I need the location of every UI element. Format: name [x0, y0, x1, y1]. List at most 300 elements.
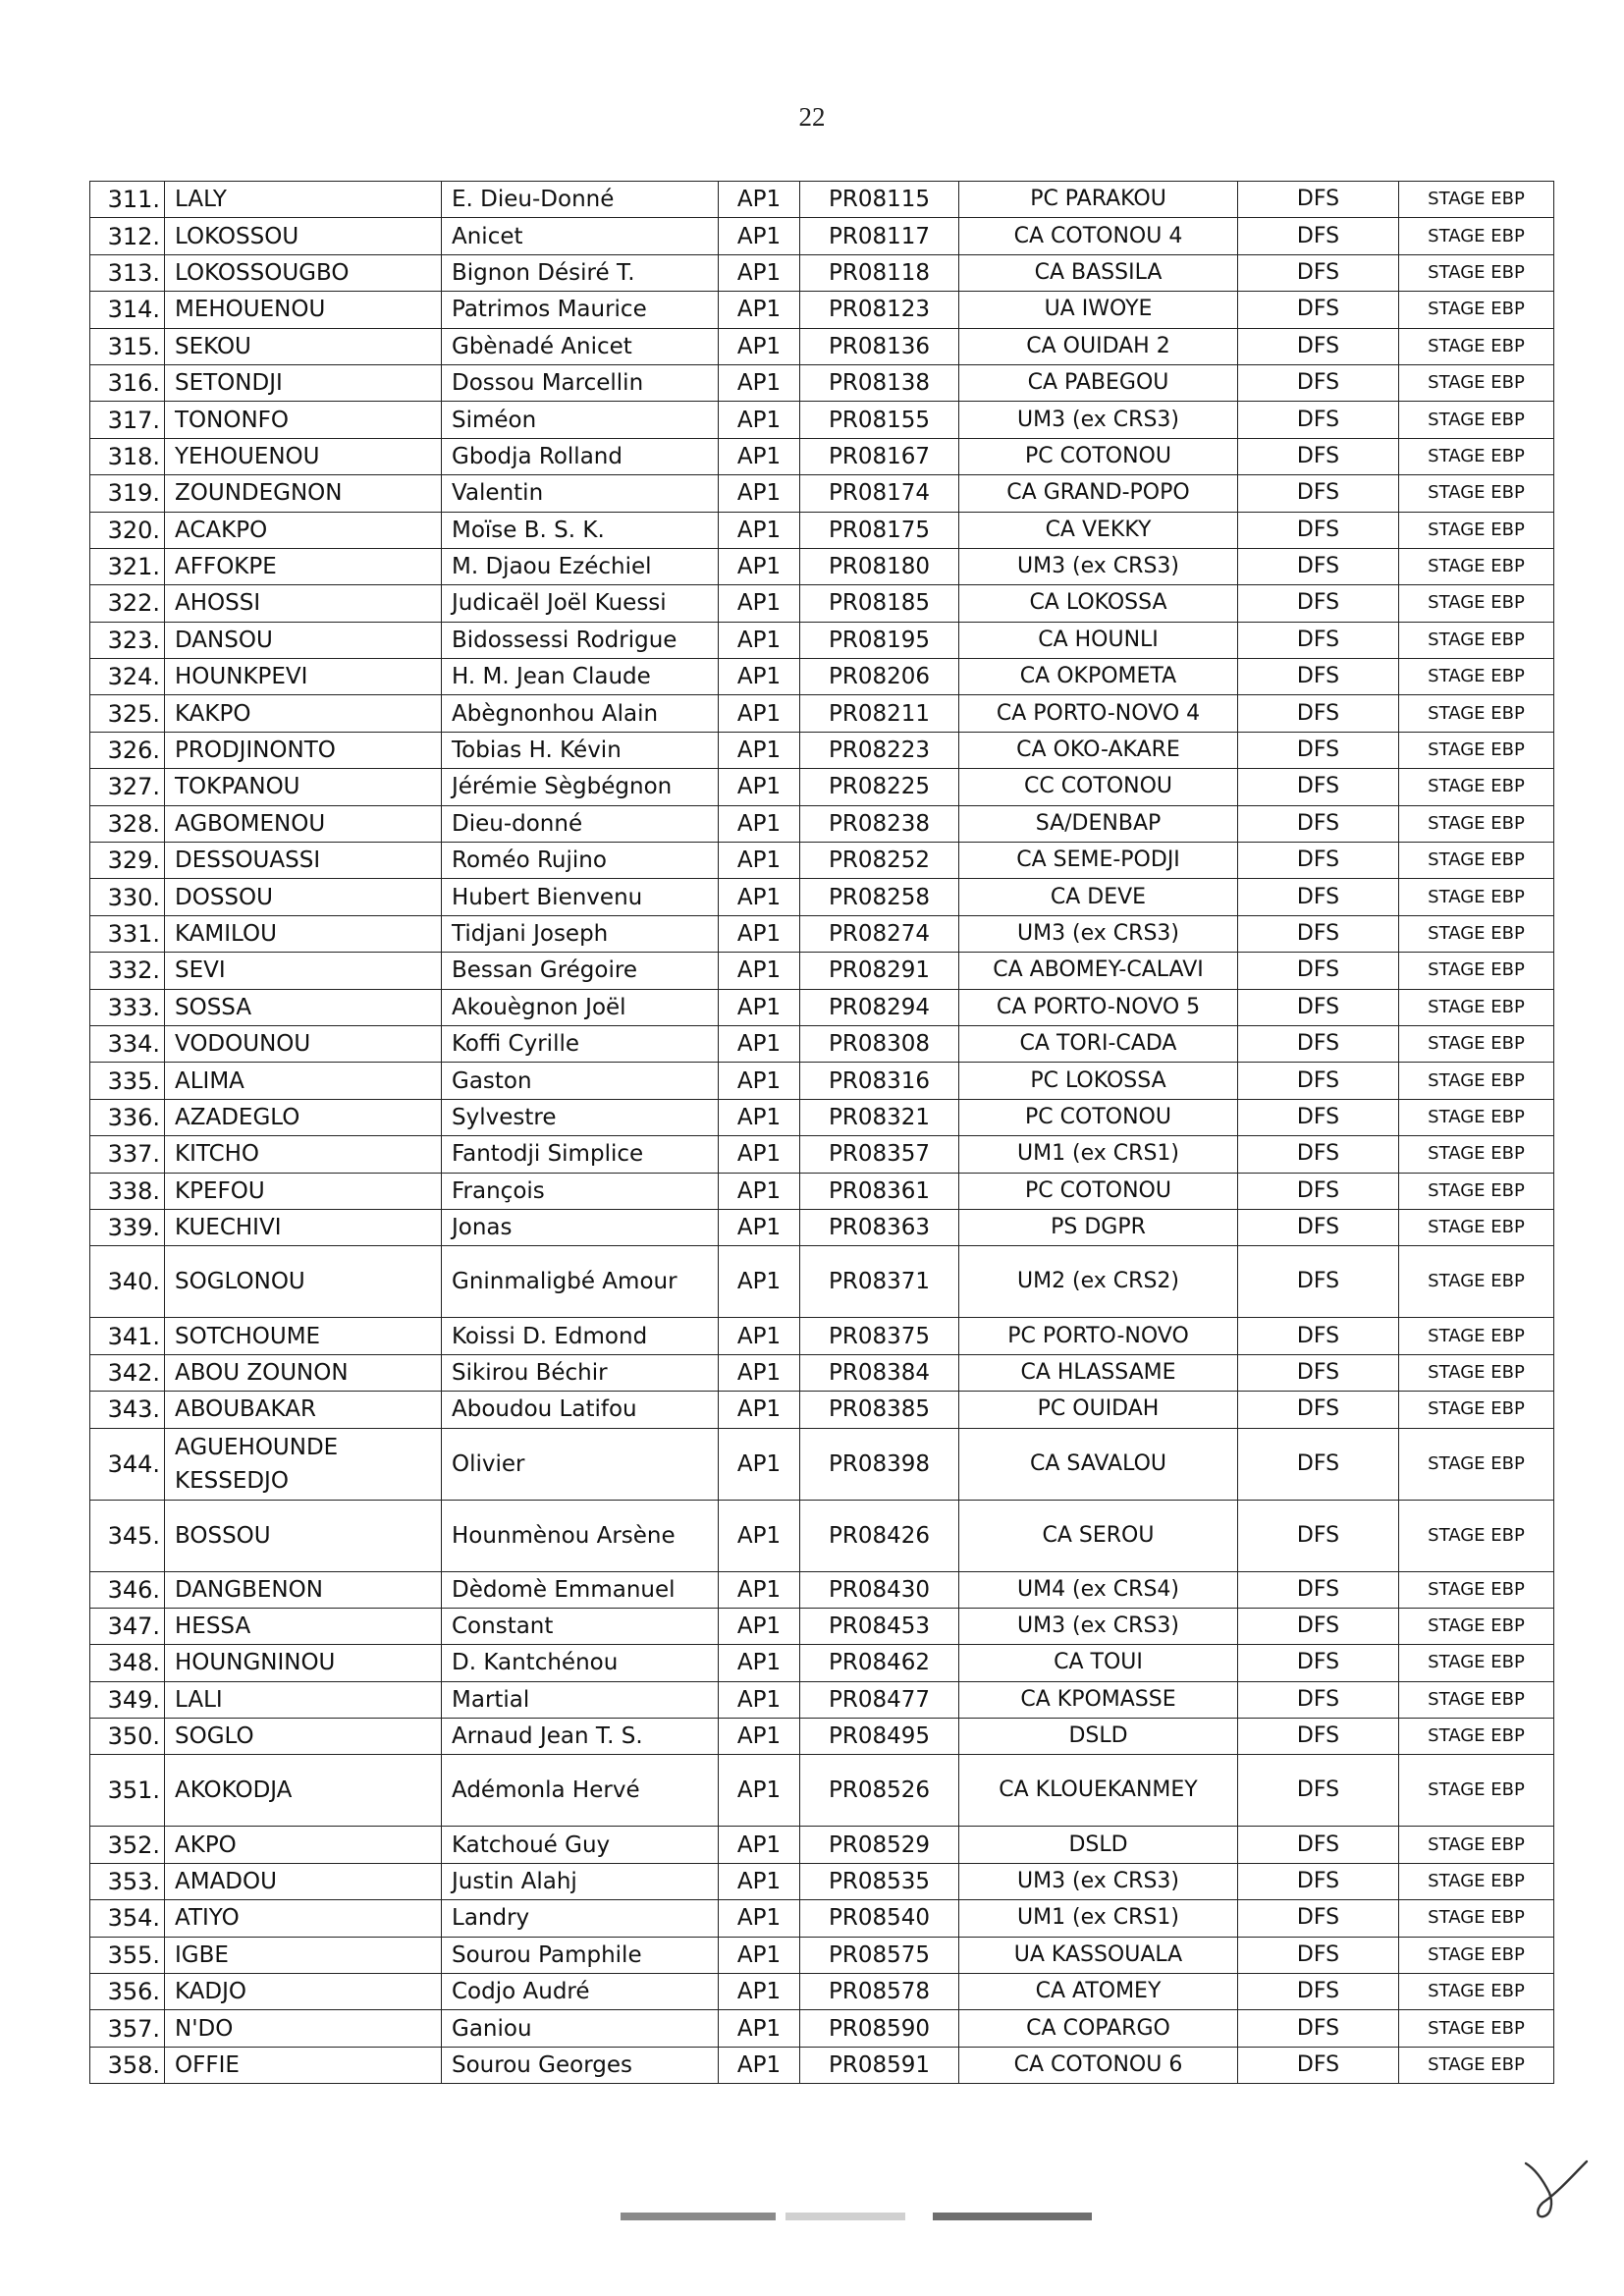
- observation-cell: STAGE EBP: [1399, 2047, 1554, 2083]
- affectation-cell: CA VEKKY: [959, 512, 1238, 548]
- grade-cell: AP1: [719, 2047, 800, 2083]
- matricule-cell: PR08223: [800, 732, 959, 768]
- first-names-cell: Gaston: [442, 1063, 719, 1099]
- personnel-table: [89, 181, 1554, 2084]
- last-name-cell: TONONFO: [165, 402, 442, 438]
- service-cell: DFS: [1238, 805, 1399, 842]
- row-number-cell: 346.: [90, 1571, 165, 1608]
- row-number-cell: 323.: [90, 622, 165, 658]
- last-name-cell: ABOUBAKAR: [165, 1392, 442, 1428]
- first-names-cell: Fantodji Simplice: [442, 1136, 719, 1173]
- row-number-cell: 318.: [90, 438, 165, 474]
- grade-cell: AP1: [719, 1099, 800, 1135]
- first-names-cell: Sourou Pamphile: [442, 1937, 719, 1973]
- first-names-cell: Bignon Désiré T.: [442, 254, 719, 291]
- service-cell: DFS: [1238, 1827, 1399, 1863]
- table-row: [90, 1136, 1554, 1173]
- service-cell: DFS: [1238, 585, 1399, 622]
- grade-cell: AP1: [719, 402, 800, 438]
- row-number-cell: 327.: [90, 769, 165, 805]
- matricule-cell: PR08316: [800, 1063, 959, 1099]
- row-number-cell: 339.: [90, 1209, 165, 1245]
- last-name-cell: DANSOU: [165, 622, 442, 658]
- affectation-cell: CA KPOMASSE: [959, 1681, 1238, 1718]
- observation-cell: STAGE EBP: [1399, 328, 1554, 364]
- service-cell: DFS: [1238, 1136, 1399, 1173]
- observation-cell: STAGE EBP: [1399, 1354, 1554, 1391]
- service-cell: DFS: [1238, 475, 1399, 512]
- affectation-cell: CA GRAND-POPO: [959, 475, 1238, 512]
- table-row: [90, 182, 1554, 218]
- service-cell: DFS: [1238, 254, 1399, 291]
- matricule-cell: PR08117: [800, 218, 959, 254]
- last-name-cell: SEVI: [165, 953, 442, 989]
- first-names-cell: Abègnonhou Alain: [442, 695, 719, 732]
- matricule-cell: PR08477: [800, 1681, 959, 1718]
- affectation-cell: PC PARAKOU: [959, 182, 1238, 218]
- last-name-cell: ALIMA: [165, 1063, 442, 1099]
- last-name-cell: LALI: [165, 1681, 442, 1718]
- grade-cell: AP1: [719, 732, 800, 768]
- observation-cell: STAGE EBP: [1399, 915, 1554, 952]
- affectation-cell: PC LOKOSSA: [959, 1063, 1238, 1099]
- last-name-cell: KAMILOU: [165, 915, 442, 952]
- last-name-cell: AMADOU: [165, 1863, 442, 1899]
- affectation-cell: CA BASSILA: [959, 254, 1238, 291]
- table-row: [90, 364, 1554, 401]
- table-row: [90, 1500, 1554, 1571]
- service-cell: DFS: [1238, 1608, 1399, 1644]
- first-names-cell: Gninmaligbé Amour: [442, 1246, 719, 1318]
- observation-cell: STAGE EBP: [1399, 1173, 1554, 1209]
- observation-cell: STAGE EBP: [1399, 1608, 1554, 1644]
- matricule-cell: PR08123: [800, 292, 959, 328]
- table-row: [90, 1681, 1554, 1718]
- affectation-cell: CA PORTO-NOVO 4: [959, 695, 1238, 732]
- grade-cell: AP1: [719, 1681, 800, 1718]
- row-number-cell: 347.: [90, 1608, 165, 1644]
- table-row: [90, 1063, 1554, 1099]
- observation-cell: STAGE EBP: [1399, 512, 1554, 548]
- matricule-cell: PR08225: [800, 769, 959, 805]
- row-number-cell: 322.: [90, 585, 165, 622]
- matricule-cell: PR08430: [800, 1571, 959, 1608]
- matricule-cell: PR08526: [800, 1755, 959, 1827]
- service-cell: DFS: [1238, 953, 1399, 989]
- last-name-cell: AGUEHOUNDE KESSEDJO: [165, 1428, 442, 1500]
- table-row: [90, 1755, 1554, 1827]
- first-names-cell: Sourou Georges: [442, 2047, 719, 2083]
- affectation-cell: CA SEROU: [959, 1500, 1238, 1571]
- service-cell: DFS: [1238, 548, 1399, 584]
- affectation-cell: SA/DENBAP: [959, 805, 1238, 842]
- service-cell: DFS: [1238, 622, 1399, 658]
- matricule-cell: PR08206: [800, 659, 959, 695]
- first-names-cell: Arnaud Jean T. S.: [442, 1719, 719, 1755]
- matricule-cell: PR08136: [800, 328, 959, 364]
- first-names-cell: Tobias H. Kévin: [442, 732, 719, 768]
- row-number-cell: 356.: [90, 1974, 165, 2010]
- observation-cell: STAGE EBP: [1399, 843, 1554, 879]
- matricule-cell: PR08258: [800, 879, 959, 915]
- observation-cell: STAGE EBP: [1399, 548, 1554, 584]
- observation-cell: STAGE EBP: [1399, 1099, 1554, 1135]
- grade-cell: AP1: [719, 292, 800, 328]
- matricule-cell: PR08195: [800, 622, 959, 658]
- grade-cell: AP1: [719, 769, 800, 805]
- last-name-cell: LALY: [165, 182, 442, 218]
- grade-cell: AP1: [719, 1354, 800, 1391]
- grade-cell: AP1: [719, 1500, 800, 1571]
- first-names-cell: Dieu-donné: [442, 805, 719, 842]
- affectation-cell: CA OUIDAH 2: [959, 328, 1238, 364]
- last-name-cell: KADJO: [165, 1974, 442, 2010]
- row-number-cell: 330.: [90, 879, 165, 915]
- matricule-cell: PR08308: [800, 1025, 959, 1062]
- service-cell: DFS: [1238, 2010, 1399, 2047]
- last-name-cell: OFFIE: [165, 2047, 442, 2083]
- matricule-cell: PR08185: [800, 585, 959, 622]
- affectation-cell: DSLD: [959, 1827, 1238, 1863]
- row-number-cell: 320.: [90, 512, 165, 548]
- grade-cell: AP1: [719, 953, 800, 989]
- affectation-cell: CA DEVE: [959, 879, 1238, 915]
- first-names-cell: Dossou Marcellin: [442, 364, 719, 401]
- affectation-cell: CA COTONOU 4: [959, 218, 1238, 254]
- table-row: [90, 843, 1554, 879]
- table-row: [90, 1608, 1554, 1644]
- affectation-cell: CA PORTO-NOVO 5: [959, 989, 1238, 1025]
- row-number-cell: 335.: [90, 1063, 165, 1099]
- table-row: [90, 659, 1554, 695]
- matricule-cell: PR08363: [800, 1209, 959, 1245]
- first-names-cell: Jonas: [442, 1209, 719, 1245]
- last-name-cell: VODOUNOU: [165, 1025, 442, 1062]
- first-names-cell: Siméon: [442, 402, 719, 438]
- affectation-cell: CA OKPOMETA: [959, 659, 1238, 695]
- affectation-cell: PC PORTO-NOVO: [959, 1318, 1238, 1354]
- grade-cell: AP1: [719, 1392, 800, 1428]
- matricule-cell: PR08540: [800, 1900, 959, 1937]
- observation-cell: STAGE EBP: [1399, 1719, 1554, 1755]
- service-cell: DFS: [1238, 328, 1399, 364]
- last-name-cell: ATIYO: [165, 1900, 442, 1937]
- last-name-cell: KITCHO: [165, 1136, 442, 1173]
- row-number-cell: 344.: [90, 1428, 165, 1500]
- first-names-cell: Judicaël Joël Kuessi: [442, 585, 719, 622]
- service-cell: DFS: [1238, 1974, 1399, 2010]
- grade-cell: AP1: [719, 1136, 800, 1173]
- table-row: [90, 1827, 1554, 1863]
- last-name-cell: LOKOSSOU: [165, 218, 442, 254]
- row-number-cell: 334.: [90, 1025, 165, 1062]
- row-number-cell: 312.: [90, 218, 165, 254]
- row-number-cell: 315.: [90, 328, 165, 364]
- last-name-cell: KPEFOU: [165, 1173, 442, 1209]
- grade-cell: AP1: [719, 879, 800, 915]
- matricule-cell: PR08357: [800, 1136, 959, 1173]
- last-name-cell: LOKOSSOUGBO: [165, 254, 442, 291]
- last-name-cell: SOGLO: [165, 1719, 442, 1755]
- affectation-cell: UM3 (ex CRS3): [959, 1863, 1238, 1899]
- grade-cell: AP1: [719, 512, 800, 548]
- row-number-cell: 329.: [90, 843, 165, 879]
- observation-cell: STAGE EBP: [1399, 1937, 1554, 1973]
- row-number-cell: 350.: [90, 1719, 165, 1755]
- table-row: [90, 1937, 1554, 1973]
- first-names-cell: Sikirou Béchir: [442, 1354, 719, 1391]
- row-number-cell: 338.: [90, 1173, 165, 1209]
- grade-cell: AP1: [719, 548, 800, 584]
- grade-cell: AP1: [719, 1608, 800, 1644]
- last-name-cell: N'DO: [165, 2010, 442, 2047]
- first-names-cell: Olivier: [442, 1428, 719, 1500]
- table-row: [90, 879, 1554, 915]
- table-row: [90, 1099, 1554, 1135]
- affectation-cell: UM3 (ex CRS3): [959, 915, 1238, 952]
- grade-cell: AP1: [719, 659, 800, 695]
- service-cell: DFS: [1238, 1500, 1399, 1571]
- observation-cell: STAGE EBP: [1399, 1681, 1554, 1718]
- affectation-cell: CA LOKOSSA: [959, 585, 1238, 622]
- first-names-cell: Koffi Cyrille: [442, 1025, 719, 1062]
- first-names-cell: D. Kantchénou: [442, 1645, 719, 1681]
- grade-cell: AP1: [719, 585, 800, 622]
- last-name-cell: ZOUNDEGNON: [165, 475, 442, 512]
- observation-cell: STAGE EBP: [1399, 1974, 1554, 2010]
- matricule-cell: PR08462: [800, 1645, 959, 1681]
- grade-cell: AP1: [719, 254, 800, 291]
- last-name-cell: AFFOKPE: [165, 548, 442, 584]
- grade-cell: AP1: [719, 218, 800, 254]
- affectation-cell: CA COTONOU 6: [959, 2047, 1238, 2083]
- affectation-cell: CA TORI-CADA: [959, 1025, 1238, 1062]
- table-row: [90, 1645, 1554, 1681]
- observation-cell: STAGE EBP: [1399, 1755, 1554, 1827]
- service-cell: DFS: [1238, 218, 1399, 254]
- last-name-cell: DESSOUASSI: [165, 843, 442, 879]
- grade-cell: AP1: [719, 1719, 800, 1755]
- last-name-cell: SOGLONOU: [165, 1246, 442, 1318]
- table-row: [90, 953, 1554, 989]
- table-row: [90, 1246, 1554, 1318]
- service-cell: DFS: [1238, 695, 1399, 732]
- observation-cell: STAGE EBP: [1399, 989, 1554, 1025]
- row-number-cell: 348.: [90, 1645, 165, 1681]
- first-names-cell: Dèdomè Emmanuel: [442, 1571, 719, 1608]
- row-number-cell: 353.: [90, 1863, 165, 1899]
- observation-cell: STAGE EBP: [1399, 659, 1554, 695]
- row-number-cell: 342.: [90, 1354, 165, 1391]
- matricule-cell: PR08180: [800, 548, 959, 584]
- grade-cell: AP1: [719, 1645, 800, 1681]
- last-name-cell: SOSSA: [165, 989, 442, 1025]
- observation-cell: STAGE EBP: [1399, 805, 1554, 842]
- first-names-cell: Aboudou Latifou: [442, 1392, 719, 1428]
- grade-cell: AP1: [719, 438, 800, 474]
- observation-cell: STAGE EBP: [1399, 2010, 1554, 2047]
- grade-cell: AP1: [719, 1900, 800, 1937]
- row-number-cell: 332.: [90, 953, 165, 989]
- observation-cell: STAGE EBP: [1399, 292, 1554, 328]
- affectation-cell: UM1 (ex CRS1): [959, 1900, 1238, 1937]
- first-names-cell: Justin Alahj: [442, 1863, 719, 1899]
- table-row: [90, 475, 1554, 512]
- matricule-cell: PR08398: [800, 1428, 959, 1500]
- observation-cell: STAGE EBP: [1399, 1900, 1554, 1937]
- first-names-cell: Tidjani Joseph: [442, 915, 719, 952]
- first-names-cell: Moïse B. S. K.: [442, 512, 719, 548]
- table-row: [90, 218, 1554, 254]
- service-cell: DFS: [1238, 1099, 1399, 1135]
- affectation-cell: CA KLOUEKANMEY: [959, 1755, 1238, 1827]
- service-cell: DFS: [1238, 732, 1399, 768]
- row-number-cell: 358.: [90, 2047, 165, 2083]
- grade-cell: AP1: [719, 1937, 800, 1973]
- affectation-cell: UM3 (ex CRS3): [959, 402, 1238, 438]
- table-row: [90, 548, 1554, 584]
- service-cell: DFS: [1238, 1428, 1399, 1500]
- grade-cell: AP1: [719, 1025, 800, 1062]
- table-row: [90, 1392, 1554, 1428]
- first-names-cell: Constant: [442, 1608, 719, 1644]
- observation-cell: STAGE EBP: [1399, 364, 1554, 401]
- first-names-cell: Ganiou: [442, 2010, 719, 2047]
- affectation-cell: CA OKO-AKARE: [959, 732, 1238, 768]
- matricule-cell: PR08591: [800, 2047, 959, 2083]
- table-body: [90, 182, 1554, 2084]
- last-name-cell: AKPO: [165, 1827, 442, 1863]
- table-row: [90, 585, 1554, 622]
- grade-cell: AP1: [719, 1571, 800, 1608]
- affectation-cell: PC OUIDAH: [959, 1392, 1238, 1428]
- observation-cell: STAGE EBP: [1399, 622, 1554, 658]
- service-cell: DFS: [1238, 512, 1399, 548]
- observation-cell: STAGE EBP: [1399, 218, 1554, 254]
- service-cell: DFS: [1238, 1354, 1399, 1391]
- signature-mark: [1522, 2156, 1591, 2224]
- table-row: [90, 328, 1554, 364]
- first-names-cell: H. M. Jean Claude: [442, 659, 719, 695]
- affectation-cell: PC COTONOU: [959, 1099, 1238, 1135]
- grade-cell: AP1: [719, 1173, 800, 1209]
- matricule-cell: PR08495: [800, 1719, 959, 1755]
- row-number-cell: 351.: [90, 1755, 165, 1827]
- scan-artifact-bar: [621, 2213, 776, 2220]
- table-row: [90, 1173, 1554, 1209]
- service-cell: DFS: [1238, 879, 1399, 915]
- affectation-cell: CA PABEGOU: [959, 364, 1238, 401]
- service-cell: DFS: [1238, 1571, 1399, 1608]
- row-number-cell: 316.: [90, 364, 165, 401]
- table-row: [90, 254, 1554, 291]
- service-cell: DFS: [1238, 364, 1399, 401]
- last-name-cell: ACAKPO: [165, 512, 442, 548]
- matricule-cell: PR08575: [800, 1937, 959, 1973]
- table-row: [90, 402, 1554, 438]
- last-name-cell: YEHOUENOU: [165, 438, 442, 474]
- table-row: [90, 1318, 1554, 1354]
- affectation-cell: CA HLASSAME: [959, 1354, 1238, 1391]
- matricule-cell: PR08118: [800, 254, 959, 291]
- grade-cell: AP1: [719, 805, 800, 842]
- first-names-cell: Valentin: [442, 475, 719, 512]
- matricule-cell: PR08361: [800, 1173, 959, 1209]
- service-cell: DFS: [1238, 1173, 1399, 1209]
- last-name-cell: AGBOMENOU: [165, 805, 442, 842]
- grade-cell: AP1: [719, 1209, 800, 1245]
- matricule-cell: PR08294: [800, 989, 959, 1025]
- last-name-cell: SETONDJI: [165, 364, 442, 401]
- grade-cell: AP1: [719, 1246, 800, 1318]
- last-name-cell: MEHOUENOU: [165, 292, 442, 328]
- matricule-cell: PR08155: [800, 402, 959, 438]
- row-number-cell: 352.: [90, 1827, 165, 1863]
- table-row: [90, 1863, 1554, 1899]
- last-name-cell: SOTCHOUME: [165, 1318, 442, 1354]
- last-name-cell: SEKOU: [165, 328, 442, 364]
- matricule-cell: PR08375: [800, 1318, 959, 1354]
- observation-cell: STAGE EBP: [1399, 1318, 1554, 1354]
- service-cell: DFS: [1238, 438, 1399, 474]
- matricule-cell: PR08167: [800, 438, 959, 474]
- table-row: [90, 1428, 1554, 1500]
- grade-cell: AP1: [719, 1318, 800, 1354]
- row-number-cell: 340.: [90, 1246, 165, 1318]
- affectation-cell: CA HOUNLI: [959, 622, 1238, 658]
- affectation-cell: DSLD: [959, 1719, 1238, 1755]
- matricule-cell: PR08138: [800, 364, 959, 401]
- row-number-cell: 354.: [90, 1900, 165, 1937]
- table-row: [90, 732, 1554, 768]
- matricule-cell: PR08590: [800, 2010, 959, 2047]
- service-cell: DFS: [1238, 1318, 1399, 1354]
- service-cell: DFS: [1238, 1063, 1399, 1099]
- observation-cell: STAGE EBP: [1399, 1827, 1554, 1863]
- grade-cell: AP1: [719, 1827, 800, 1863]
- matricule-cell: PR08211: [800, 695, 959, 732]
- first-names-cell: Sylvestre: [442, 1099, 719, 1135]
- affectation-cell: CA TOUI: [959, 1645, 1238, 1681]
- matricule-cell: PR08384: [800, 1354, 959, 1391]
- table-row: [90, 805, 1554, 842]
- observation-cell: STAGE EBP: [1399, 1571, 1554, 1608]
- observation-cell: STAGE EBP: [1399, 182, 1554, 218]
- service-cell: DFS: [1238, 1937, 1399, 1973]
- row-number-cell: 319.: [90, 475, 165, 512]
- matricule-cell: PR08578: [800, 1974, 959, 2010]
- service-cell: DFS: [1238, 843, 1399, 879]
- affectation-cell: PC COTONOU: [959, 438, 1238, 474]
- affectation-cell: UM1 (ex CRS1): [959, 1136, 1238, 1173]
- row-number-cell: 337.: [90, 1136, 165, 1173]
- table-row: [90, 2010, 1554, 2047]
- service-cell: DFS: [1238, 402, 1399, 438]
- service-cell: DFS: [1238, 1025, 1399, 1062]
- service-cell: DFS: [1238, 769, 1399, 805]
- service-cell: DFS: [1238, 915, 1399, 952]
- grade-cell: AP1: [719, 182, 800, 218]
- last-name-cell: DANGBENON: [165, 1571, 442, 1608]
- table-row: [90, 1025, 1554, 1062]
- service-cell: DFS: [1238, 1392, 1399, 1428]
- table-row: [90, 769, 1554, 805]
- affectation-cell: UM3 (ex CRS3): [959, 1608, 1238, 1644]
- table-row: [90, 989, 1554, 1025]
- affectation-cell: CA COPARGO: [959, 2010, 1238, 2047]
- first-names-cell: Jérémie Sègbégnon: [442, 769, 719, 805]
- service-cell: DFS: [1238, 1755, 1399, 1827]
